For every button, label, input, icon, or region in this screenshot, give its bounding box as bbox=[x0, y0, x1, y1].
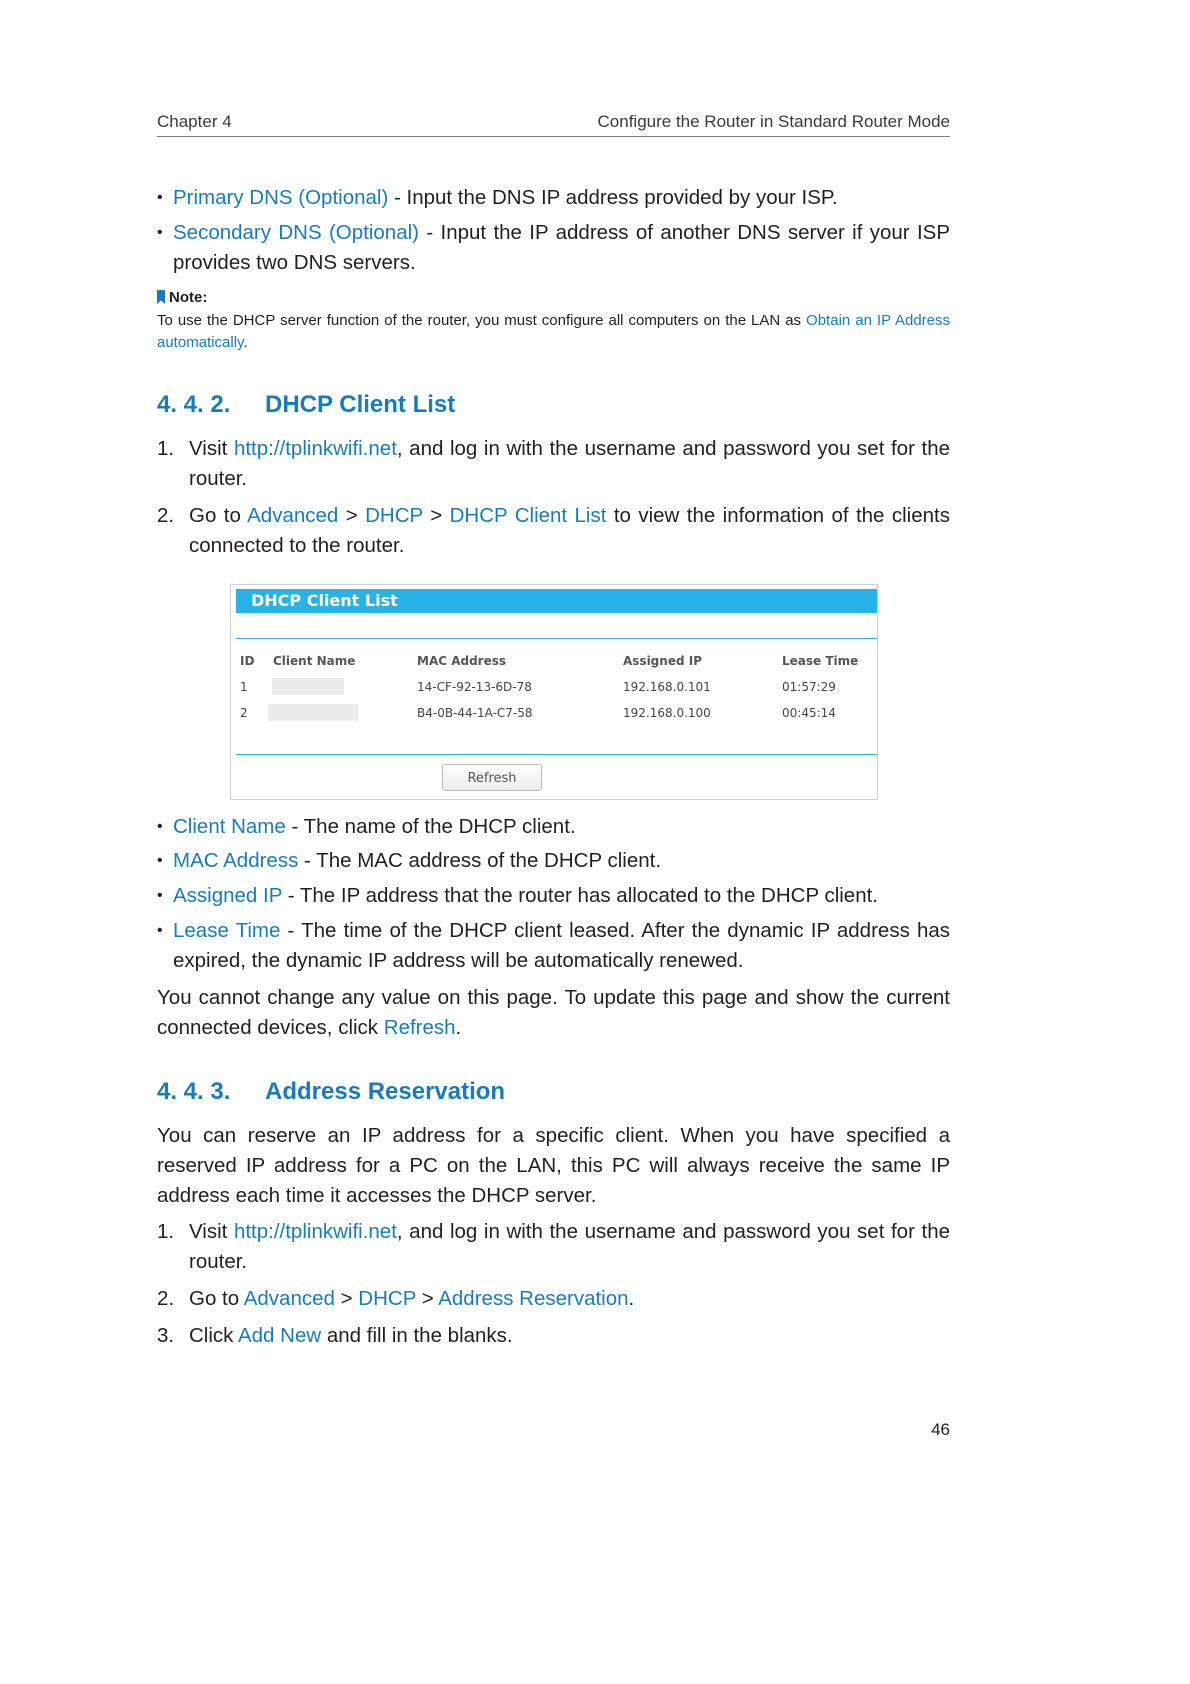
section-heading bbox=[157, 1078, 950, 1108]
dhcp-client-list-panel bbox=[230, 584, 878, 800]
column-header-id: ID bbox=[240, 654, 255, 668]
list-item: • Assigned IP - The IP address that the router has allocated to the DHCP client. bbox=[157, 881, 950, 911]
term-lease-time: Lease Time bbox=[173, 919, 281, 942]
refresh-paragraph: You cannot change any value on this page. To update this page and show the current connected devices, click Refresh. bbox=[157, 986, 950, 1039]
term-description: - Input the IP address of another DNS server if your ISP provides two DNS servers. bbox=[173, 221, 950, 274]
term-assigned-ip: Assigned IP bbox=[173, 884, 283, 907]
menu-dhcp: DHCP bbox=[365, 504, 423, 527]
bullet-icon: • bbox=[157, 818, 163, 835]
cell-mac: 14-CF-92-13-6D-78 bbox=[417, 680, 532, 694]
cell-lease: 01:57:29 bbox=[782, 680, 836, 694]
column-header-lease-time: Lease Time bbox=[782, 654, 859, 668]
list-item: • MAC Address - The MAC address of the DHCP client. bbox=[157, 846, 950, 876]
menu-advanced: Advanced bbox=[247, 504, 339, 527]
section-title: Address Reservation bbox=[265, 1078, 506, 1105]
menu-dhcp: DHCP bbox=[358, 1287, 416, 1310]
term-description: - Input the DNS IP address provided by your ISP. bbox=[388, 186, 838, 209]
chapter-label: Chapter 4 bbox=[157, 112, 232, 131]
note-label: Note: bbox=[157, 289, 207, 306]
page-header bbox=[157, 112, 950, 137]
note-link: Obtain an IP Address automatically bbox=[157, 312, 950, 351]
column-header-assigned-ip: Assigned IP bbox=[623, 654, 702, 668]
list-item: 2. Go to Advanced > DHCP > Address Reservation. bbox=[157, 1287, 635, 1310]
link-tplinkwifi[interactable]: http://tplinkwifi.net bbox=[233, 1220, 397, 1243]
term-client-name: Client Name bbox=[173, 815, 286, 838]
cell-ip: 192.168.0.101 bbox=[623, 680, 711, 694]
column-header-client-name: Client Name bbox=[273, 654, 356, 668]
list-item: 1. Visit http://tplinkwifi.net, and log in with the username and password you set for the router. bbox=[157, 437, 950, 490]
link-tplinkwifi[interactable]: http://tplinkwifi.net bbox=[233, 437, 397, 460]
cell-mac: B4-0B-44-1A-C7-58 bbox=[417, 706, 533, 720]
refresh-button[interactable]: Refresh bbox=[442, 764, 542, 791]
add-new-label: Add New bbox=[237, 1324, 322, 1347]
list-item: • Lease Time - The time of the DHCP client leased. After the dynamic IP address has expired, the dynamic IP address will be automatically renewed. bbox=[157, 916, 950, 976]
bullet-icon: • bbox=[157, 852, 163, 869]
list-item: 1. Visit http://tplinkwifi.net, and log in with the username and password you set for the router. bbox=[157, 1220, 950, 1273]
divider bbox=[236, 754, 877, 755]
bookmark-icon bbox=[157, 290, 165, 304]
section-heading bbox=[157, 391, 950, 421]
divider bbox=[236, 638, 877, 639]
panel-title: DHCP Client List bbox=[236, 589, 877, 613]
menu-address-reservation: Address Reservation bbox=[438, 1287, 629, 1310]
client-name-redacted bbox=[272, 678, 344, 695]
list-item: 3. Click Add New and fill in the blanks. bbox=[157, 1324, 513, 1347]
list-item: • Client Name - The name of the DHCP client. bbox=[157, 812, 950, 842]
note-text: To use the DHCP server function of the router, you must configure all computers on the LAN as Obtain an IP Address automatically. bbox=[157, 312, 950, 351]
cell-ip: 192.168.0.100 bbox=[623, 706, 711, 720]
section-number: 4. 4. 2. bbox=[157, 391, 231, 418]
column-header-mac: MAC Address bbox=[417, 654, 507, 668]
section-number: 4. 4. 3. bbox=[157, 1078, 231, 1105]
client-name-redacted bbox=[268, 704, 358, 721]
term-primary-dns: Primary DNS (Optional) bbox=[173, 186, 389, 209]
list-item bbox=[157, 183, 950, 213]
bullet-icon: • bbox=[157, 887, 163, 904]
list-item: 2. Go to Advanced > DHCP > DHCP Client List to view the information of the clients connected to the router. bbox=[157, 504, 950, 557]
bullet-icon: • bbox=[157, 922, 163, 939]
term-secondary-dns: Secondary DNS (Optional) bbox=[173, 221, 419, 244]
bullet-icon: • bbox=[157, 224, 163, 241]
list-item bbox=[157, 218, 950, 278]
term-mac-address: MAC Address bbox=[173, 849, 299, 872]
cell-id: 1 bbox=[240, 680, 248, 694]
bullet-icon: • bbox=[157, 189, 163, 206]
refresh-link: Refresh bbox=[383, 1016, 456, 1039]
cell-id: 2 bbox=[240, 706, 248, 720]
menu-dhcp-client-list: DHCP Client List bbox=[449, 504, 607, 527]
menu-advanced: Advanced bbox=[243, 1287, 335, 1310]
page-number: 46 bbox=[931, 1420, 950, 1439]
section-title: DHCP Client List bbox=[265, 391, 456, 418]
intro-paragraph: You can reserve an IP address for a specific client. When you have specified a reserved IP address for a PC on the LAN, this PC will always receive the same IP address each time it accesses the DHCP server. bbox=[157, 1124, 950, 1207]
chapter-title: Configure the Router in Standard Router Mode bbox=[597, 112, 950, 131]
cell-lease: 00:45:14 bbox=[782, 706, 836, 720]
